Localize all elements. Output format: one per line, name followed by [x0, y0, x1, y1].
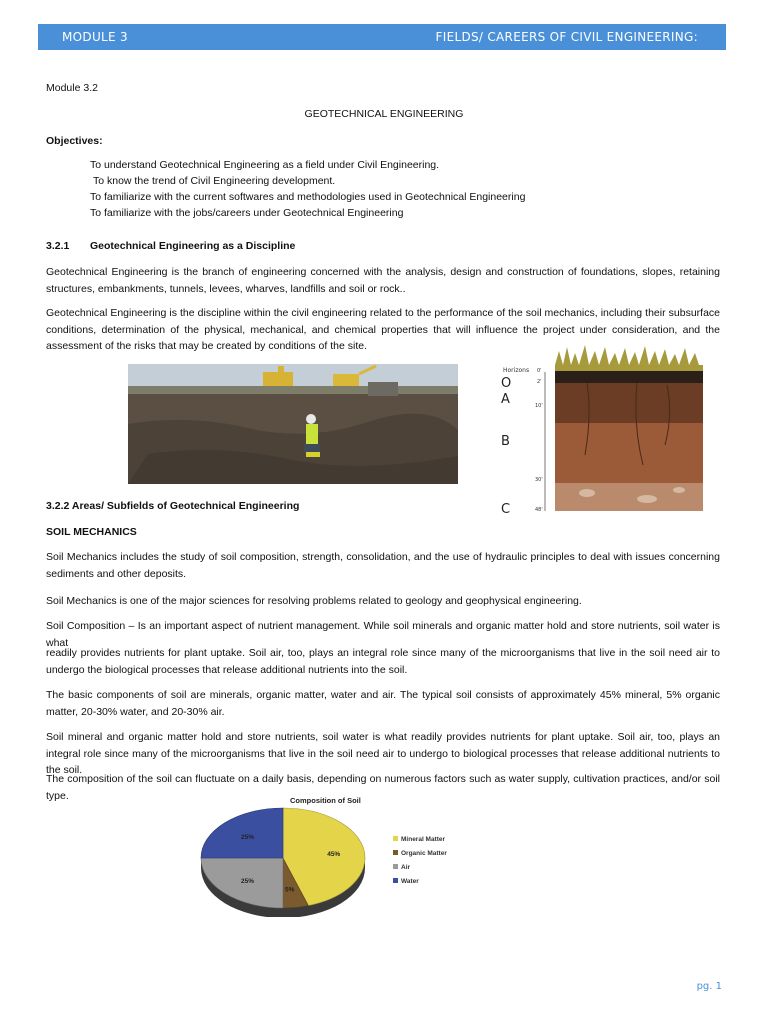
- paragraph-9: The composition of the soil can fluctuate on a daily basis, depending on numerous factors such as water supply, cultivation practices, and/or soil type.: [46, 773, 720, 802]
- legend-swatch: [393, 850, 398, 855]
- objective-item: To familiarize with the current softwares and methodologies used in Geotechnical Engineering: [90, 191, 526, 203]
- depth-label: 10': [535, 403, 543, 409]
- paragraph-7: The basic components of soil are minerals, organic matter, water and air. The typical soil consists of approximately 45% mineral, 5% organic matter, 20-30% water, and 20-30% air.: [46, 689, 720, 718]
- soil-mechanics-heading: SOIL MECHANICS: [46, 526, 137, 538]
- paragraph-2: Geotechnical Engineering is the discipline within the civil engineering related to the performance of the soil mechanics, including their subsurface conditions, determination of the physical, mechanical, and chemical properties that will influence the project under consideration, and the assessment of the risks that may be created by conditions of the site.: [46, 307, 720, 352]
- paragraph-8: Soil mineral and organic matter hold and store nutrients, soil water is what readily provides nutrients for plant uptake. Soil air, too, plays an integral role since many of the microorganisms that live in the soil need air to undergo to biological processes that release additional nutrients to the soil.: [46, 731, 720, 776]
- legend-swatch: [393, 864, 398, 869]
- pie-label: 45%: [327, 851, 341, 859]
- pie-label: 25%: [241, 877, 255, 885]
- legend-swatch: [393, 836, 398, 841]
- objectives-list: [90, 157, 690, 221]
- paragraph-6: readily provides nutrients for plant uptake. Soil air, too, plays an integral role since many of the microorganisms that live in the soil need air to undergo the biological processes that release additional nutrients into the soil.: [46, 647, 720, 676]
- paragraph-3: Soil Mechanics includes the study of soil composition, strength, consolidation, and the use of hydraulic principles to deal with issues concerning sediments and other deposits.: [46, 551, 720, 580]
- objective-item: To know the trend of Civil Engineering development.: [93, 175, 336, 187]
- legend-swatch: [393, 878, 398, 883]
- pie-label: 25%: [241, 834, 255, 842]
- soil-composition-chart: [195, 792, 465, 917]
- horizon-a-label: A: [501, 392, 510, 407]
- depth-label: 0': [537, 368, 542, 374]
- objective-item: To familiarize with the jobs/careers under Geotechnical Engineering: [90, 207, 404, 219]
- pie-label: 5%: [284, 886, 295, 894]
- horizon-b-label: B: [501, 434, 510, 449]
- module-label: Module 3.2: [46, 82, 98, 94]
- page-title: GEOTECHNICAL ENGINEERING: [304, 108, 464, 120]
- paragraph-4: Soil Mechanics is one of the major sciences for resolving problems related to geology and geophysical engineering.: [46, 595, 582, 607]
- construction-site-photo: [128, 364, 458, 484]
- objective-item: To understand Geotechnical Engineering as a field under Civil Engineering.: [90, 159, 440, 171]
- section-3-2-1-heading: Geotechnical Engineering as a Discipline: [90, 240, 296, 252]
- paragraph-5: Soil Composition – Is an important aspect of nutrient management. While soil minerals and organic matter hold and store nutrients, soil water is what: [46, 620, 720, 649]
- horizon-c-label: C: [501, 502, 511, 513]
- legend-label: Water: [401, 878, 419, 885]
- header-bar: [38, 24, 726, 50]
- soil-profile-illustration: [497, 345, 715, 513]
- legend-label: Mineral Matter: [401, 836, 446, 843]
- paragraph-1: Geotechnical Engineering is the branch of engineering concerned with the analysis, design and construction of foundations, slopes, retaining structures, embankments, tunnels, levees, wharves, landfills and soil or rock..: [46, 266, 720, 295]
- header-module: MODULE 3: [62, 30, 128, 44]
- objectives-heading: Objectives:: [46, 135, 103, 147]
- chart-title: Composition of Soil: [290, 796, 361, 805]
- page-number: pg. 1: [696, 981, 722, 992]
- depth-label: 2': [537, 379, 542, 385]
- header-section: FIELDS/ CAREERS OF CIVIL ENGINEERING:: [435, 30, 698, 44]
- pie-slice-water: [201, 808, 283, 858]
- depth-label: 30': [535, 477, 543, 483]
- legend-label: Air: [401, 864, 411, 871]
- horizon-o-label: O: [501, 376, 512, 391]
- depth-label: 48': [535, 507, 543, 513]
- section-3-2-2-heading: 3.2.2 Areas/ Subfields of Geotechnical Engineering: [46, 500, 300, 512]
- section-3-2-1-number: 3.2.1: [46, 240, 70, 252]
- horizons-label: Horizons: [503, 367, 530, 374]
- legend-label: Organic Matter: [401, 850, 447, 857]
